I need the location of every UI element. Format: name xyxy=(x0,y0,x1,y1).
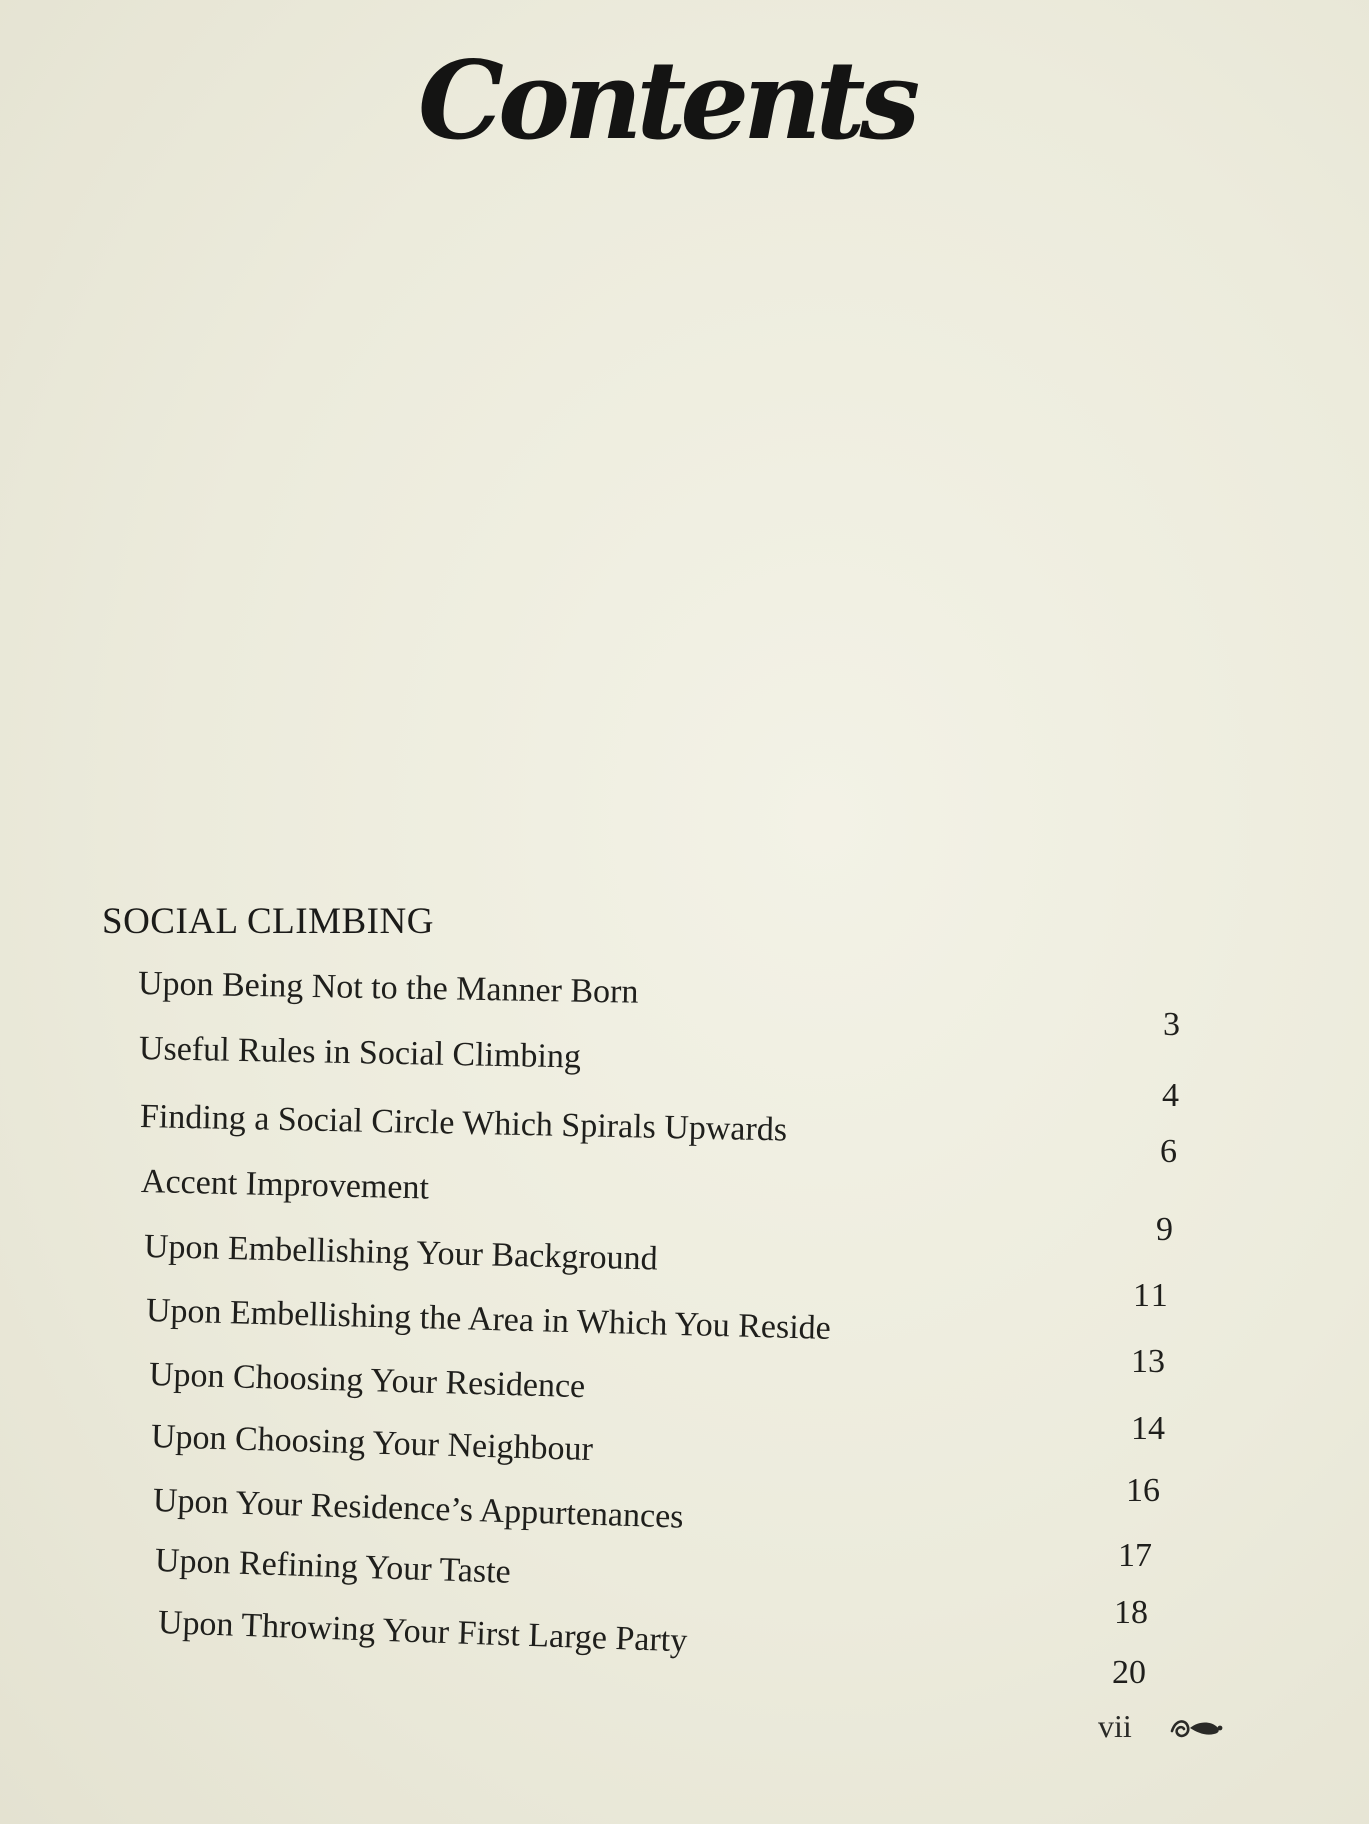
toc-entry-title: Upon Embellishing the Area in Which You Reside xyxy=(145,1292,832,1347)
toc-entry-title: Upon Throwing Your First Large Party xyxy=(157,1604,688,1660)
toc-entry-page: 14 xyxy=(1131,1410,1165,1447)
toc-entry-title: Upon Choosing Your Residence xyxy=(148,1356,586,1406)
toc-entry-page: 11 xyxy=(1133,1277,1170,1314)
page-title: Contents xyxy=(418,38,915,164)
toc-entry-page: 4 xyxy=(1162,1077,1179,1114)
toc-entry-title: Upon Being Not to the Manner Born xyxy=(137,965,639,1011)
toc-entry-title: Upon Embellishing Your Background xyxy=(143,1228,659,1278)
toc-entry-page: 6 xyxy=(1160,1133,1177,1170)
toc-entry-title: Upon Refining Your Taste xyxy=(154,1542,512,1591)
toc-entry-page: 17 xyxy=(1118,1537,1152,1574)
toc-entry-title: Upon Your Residence’s Appurtenances xyxy=(152,1482,685,1536)
toc-entry-page: 9 xyxy=(1156,1211,1173,1248)
toc-entry-page: 3 xyxy=(1163,1006,1180,1043)
toc-entry-title: Useful Rules in Social Climbing xyxy=(138,1030,582,1076)
fleuron-ornament-icon xyxy=(1168,1713,1224,1743)
toc-entry-title: Accent Improvement xyxy=(140,1163,430,1207)
section-heading: SOCIAL CLIMBING xyxy=(102,901,434,942)
page-folio: vii xyxy=(1098,1708,1132,1744)
toc-entry-page: 18 xyxy=(1114,1594,1148,1631)
toc-entry-title: Finding a Social Circle Which Spirals Upwards xyxy=(139,1098,788,1149)
toc-entry-page: 13 xyxy=(1131,1343,1165,1380)
toc-entry-page: 16 xyxy=(1126,1472,1160,1509)
toc-entry-title: Upon Choosing Your Neighbour xyxy=(150,1418,594,1469)
toc-entry-page: 20 xyxy=(1112,1654,1146,1691)
